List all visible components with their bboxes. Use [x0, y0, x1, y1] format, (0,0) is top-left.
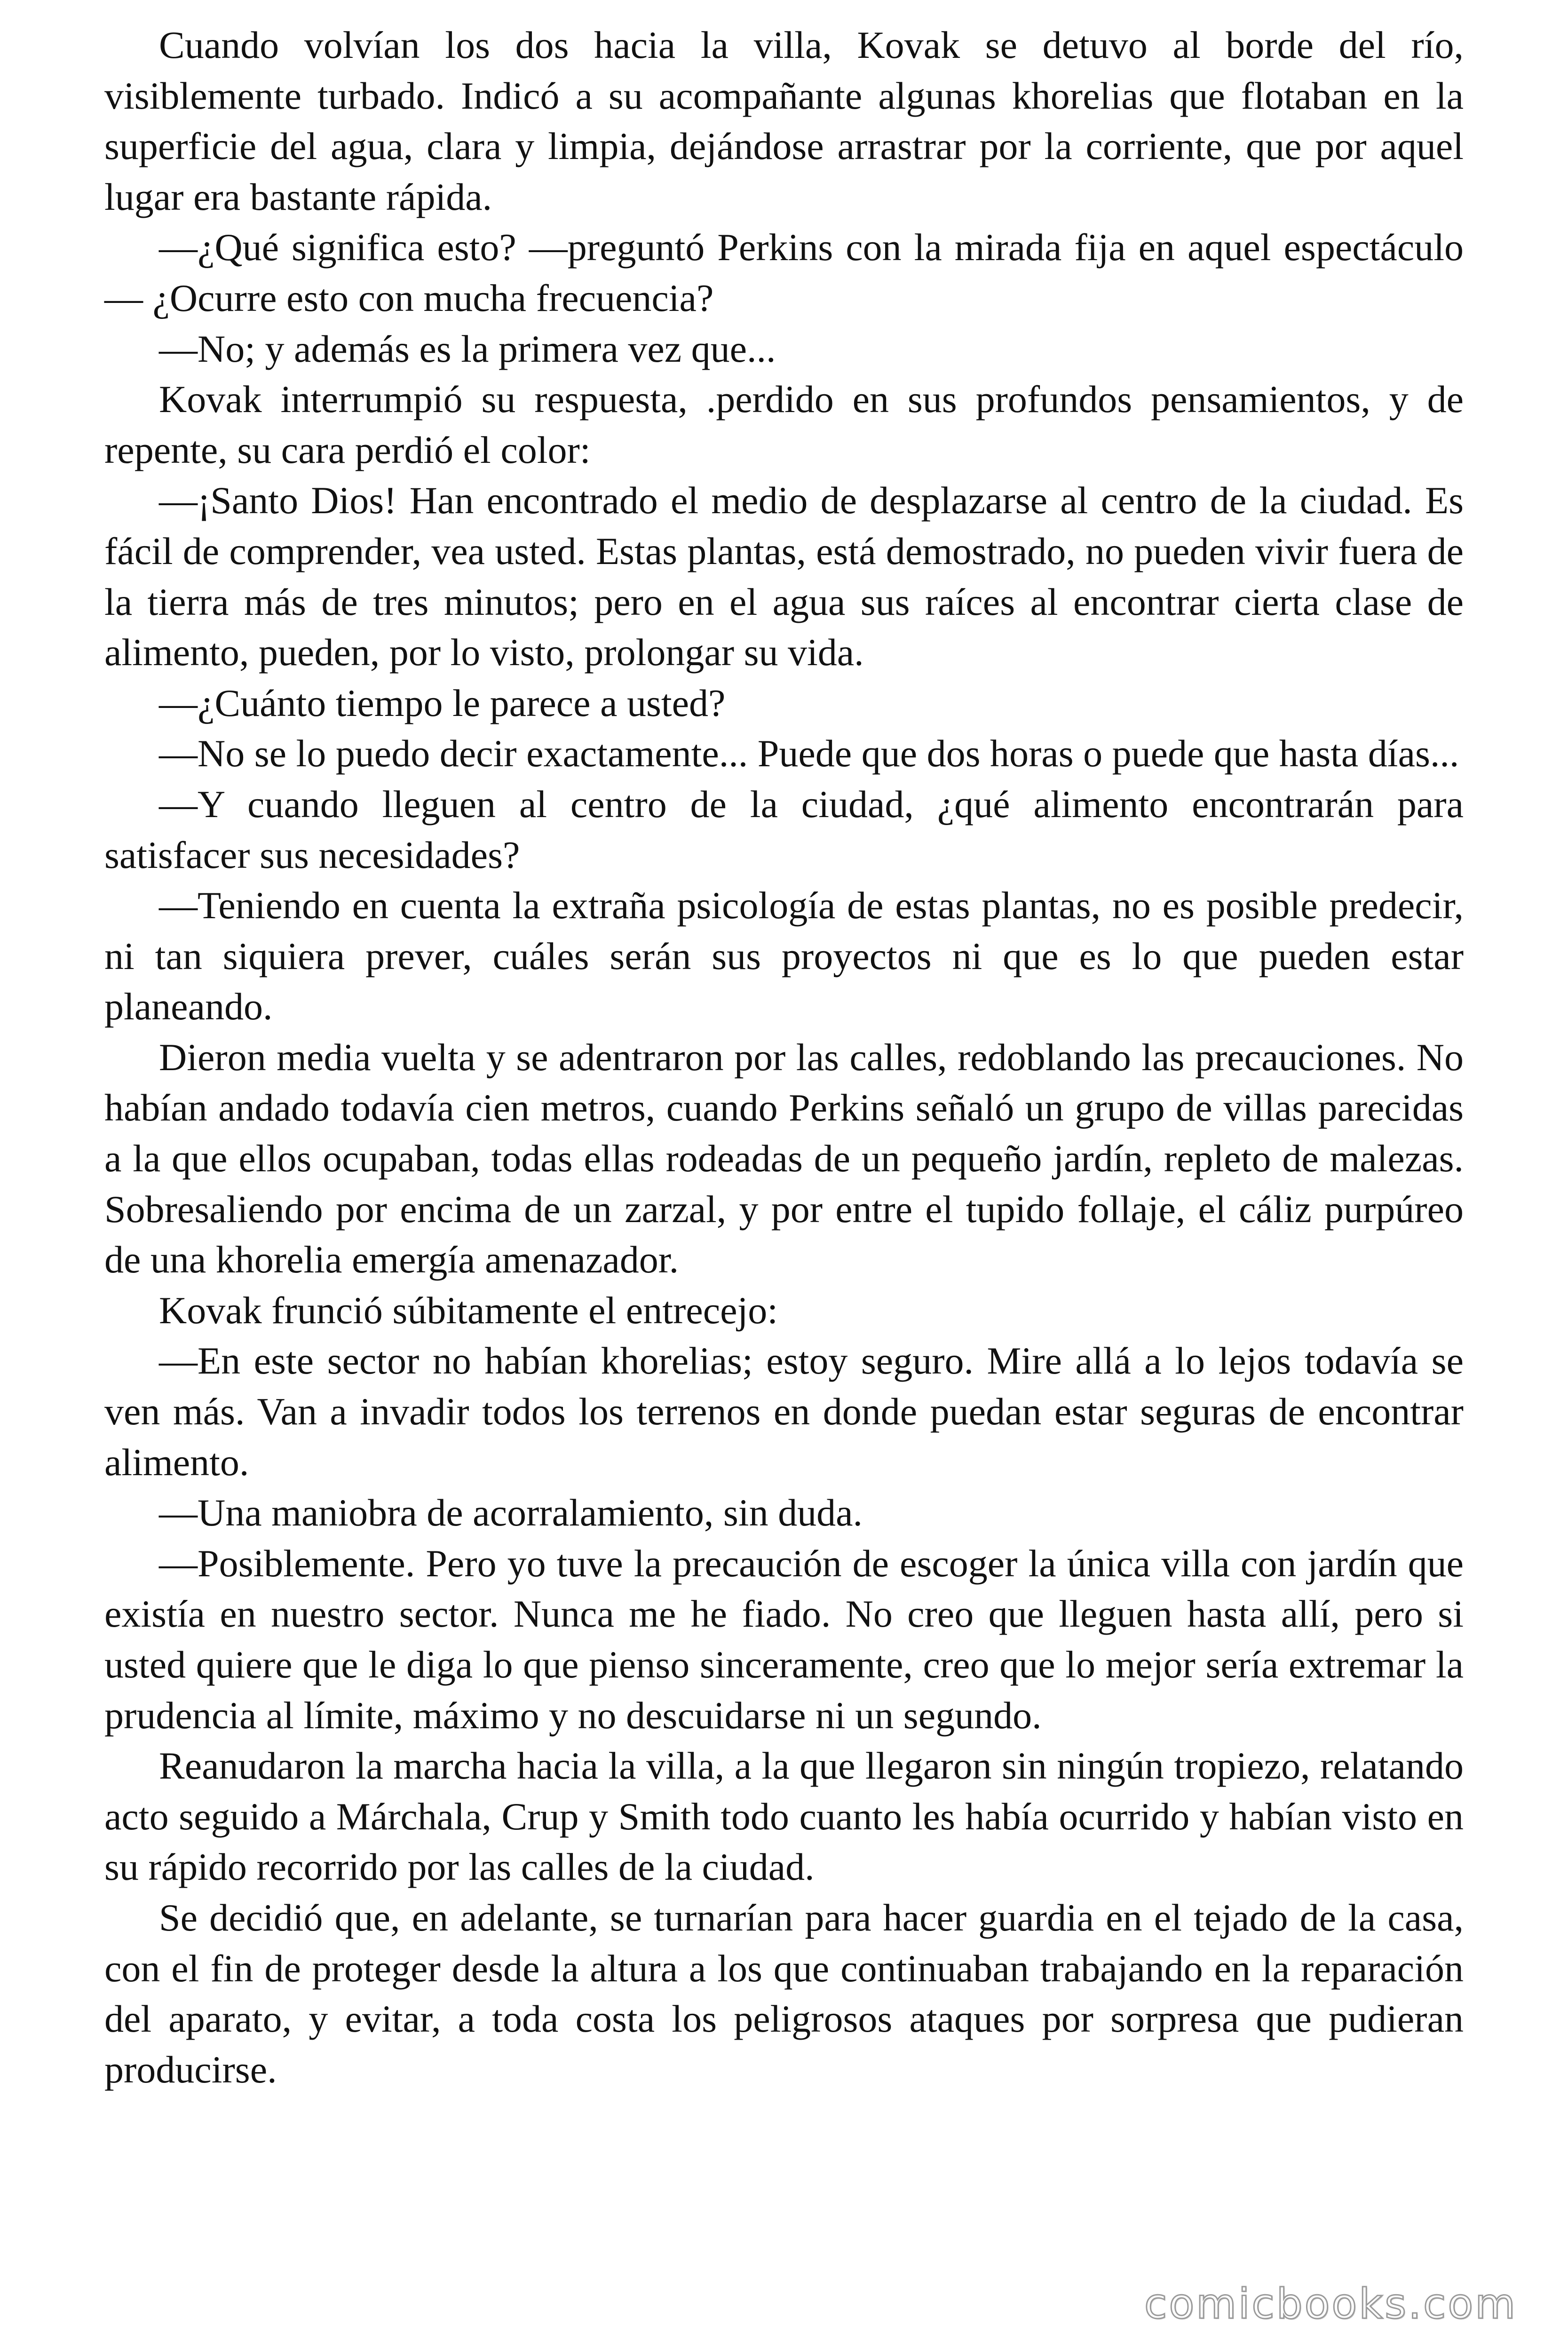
paragraph: —No se lo puedo decir exactamente... Puede que dos horas o puede que hasta días...: [159, 732, 1459, 775]
paragraph: —¿Cuánto tiempo le parece a usted?: [159, 681, 726, 724]
paragraph: Kovak interrumpió su respuesta, .perdido en sus profundos pensamientos, y de repente, su cara perdió el color:: [104, 378, 1464, 471]
paragraph: —Posiblemente. Pero yo tuve la precaución de escoger la única villa con jardín que existía en nuestro sector. Nunca me he fiado. No creo que lleguen hasta allí, pero si usted quiere que le diga lo que pienso sinceramente, creo que lo mejor sería extremar la prudencia al límite, máximo y no descuidarse ni un segundo.: [104, 1542, 1464, 1737]
paragraph: Kovak frunció súbitamente el entrecejo:: [159, 1288, 778, 1332]
paragraph: Dieron media vuelta y se adentraron por las calles, redoblando las precauciones. No habían andado todavía cien metros, cuando Perkins señaló un grupo de villas parecidas a la que ellos ocupaban, todas ellas rodeadas de un pequeño jardín, repleto de malezas. Sobresaliendo por encima de un zarzal, y por entre el tupido follaje, el cáliz purpúreo de una khorelia emergía amenazador.: [104, 1035, 1464, 1281]
paragraph: Se decidió que, en adelante, se turnarían para hacer guardia en el tejado de la casa, con el fin de proteger desde la altura a los que continuaban trabajando en la reparación del aparato, y evitar, a toda costa los peligrosos ataques por sorpresa que pudieran producirse.: [104, 1896, 1464, 2091]
paragraph: —¿Qué significa esto? —preguntó Perkins con la mirada fija en aquel espectáculo— ¿Ocurre esto con mucha frecuencia?: [104, 226, 1464, 319]
paragraph: —Y cuando lleguen al centro de la ciudad, ¿qué alimento encontrarán para satisfacer sus necesidades?: [104, 782, 1464, 876]
paragraph: —En este sector no habían khorelias; estoy seguro. Mire allá a lo lejos todavía se ven más. Van a invadir todos los terrenos en donde puedan estar seguras de encontrar alimento.: [104, 1339, 1464, 1484]
paragraph: Reanudaron la marcha hacia la villa, a la que llegaron sin ningún tropiezo, relatando acto seguido a Márchala, Crup y Smith todo cuanto les había ocurrido y habían visto en su rápido recorrido por las calles de la ciudad.: [104, 1744, 1464, 1889]
paragraph: Cuando volvían los dos hacia la villa, Kovak se detuvo al borde del río, visiblemente turbado. Indicó a su acompañante algunas khorelias que flotaban en la superficie del agua, clara y limpia, dejándose arrastrar por la corriente, que por aquel lugar era bastante rápida.: [104, 24, 1464, 218]
watermark: comicbooks.com: [1144, 2280, 1517, 2328]
paragraph: —No; y además es la primera vez que...: [159, 327, 776, 370]
paragraph: —¡Santo Dios! Han encontrado el medio de desplazarse al centro de la ciudad. Es fácil de comprender, vea usted. Estas plantas, está demostrado, no pueden vivir fuera de la tierra más de tres minutos; pero en el agua sus raíces al encontrar cierta clase de alimento, pueden, por lo visto, prolongar su vida.: [104, 479, 1464, 674]
paragraph: —Una maniobra de acorralamiento, sin duda.: [159, 1491, 863, 1534]
paragraph: —Teniendo en cuenta la extraña psicología de estas plantas, no es posible predecir, ni tan siquiera prever, cuáles serán sus proyectos ni que es lo que pueden estar planeando.: [104, 884, 1464, 1028]
page-body-text: [104, 20, 1464, 2095]
